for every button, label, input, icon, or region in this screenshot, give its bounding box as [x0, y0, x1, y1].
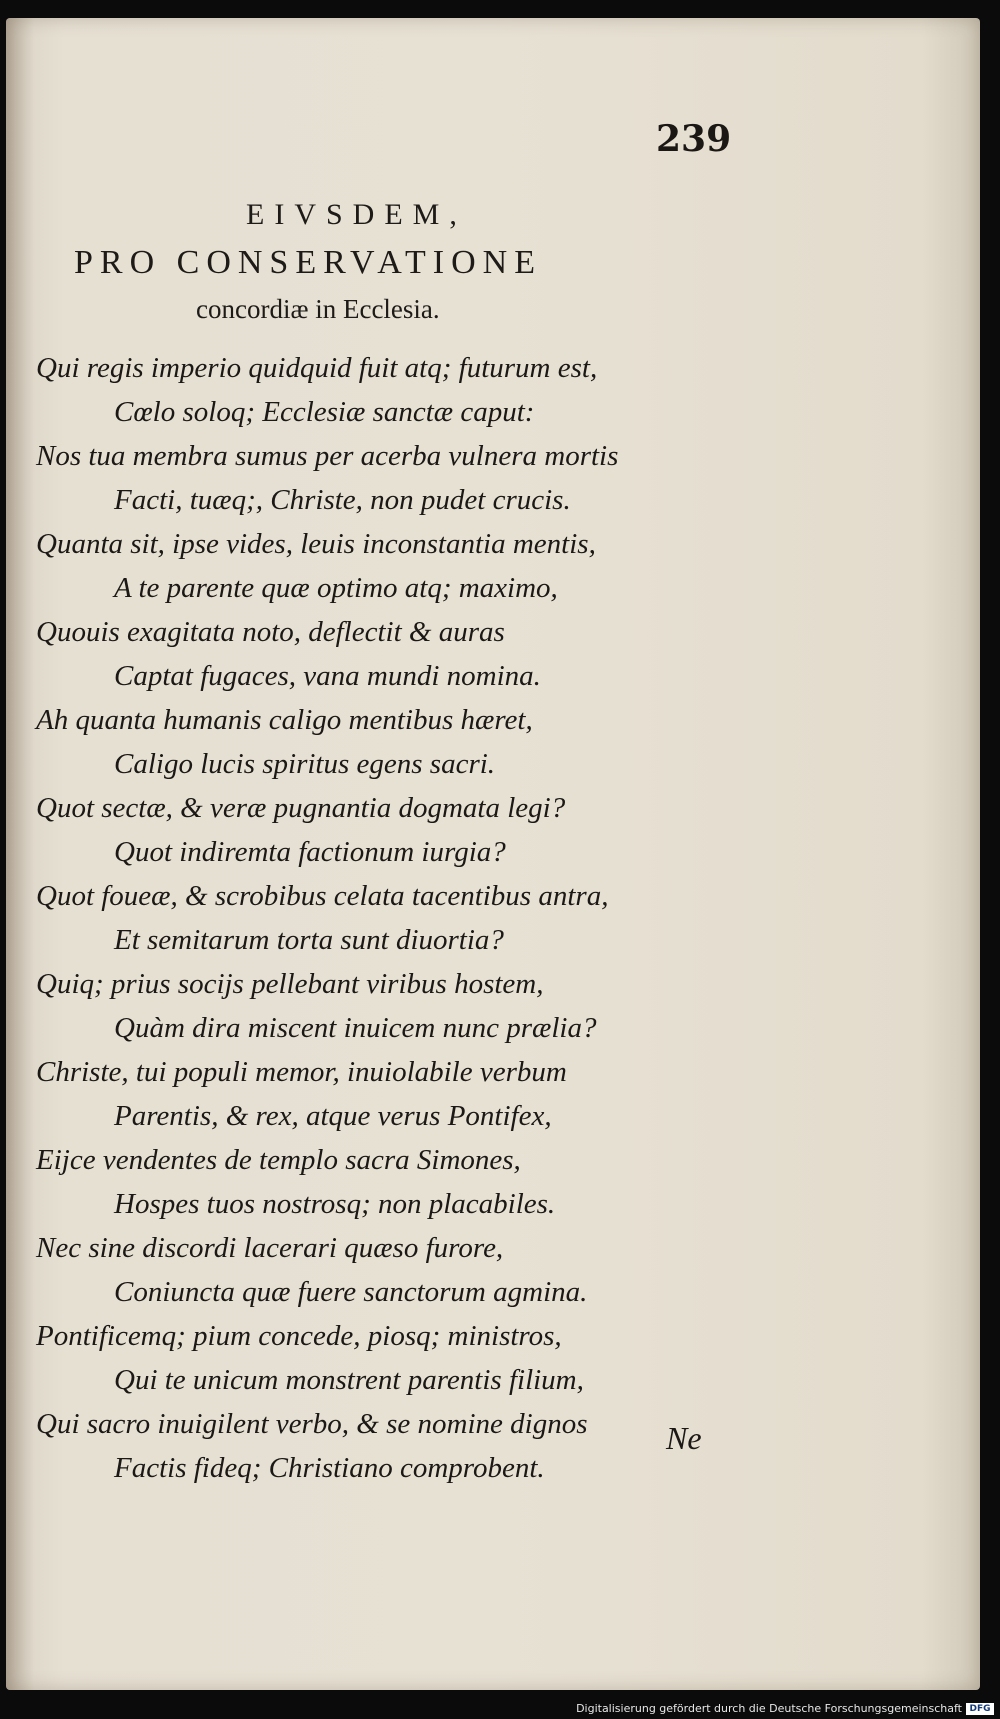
poem-line: Ah quanta humanis caligo mentibus hæret,	[36, 704, 533, 736]
poem-line: Captat fugaces, vana mundi nomina.	[114, 660, 541, 692]
poem-line: Eijce vendentes de templo sacra Simones,	[36, 1144, 521, 1176]
poem-line: Nec sine discordi lacerari quæso furore,	[36, 1232, 504, 1264]
poem-line: Parentis, & rex, atque verus Pontifex,	[114, 1100, 552, 1132]
poem-line: Quouis exagitata noto, deflectit & auras	[36, 616, 505, 648]
poem-line: Caligo lucis spiritus egens sacri.	[114, 748, 496, 780]
poem-line: Pontificemq; pium concede, piosq; ministros,	[36, 1320, 562, 1352]
poem-line: Quot foueæ, & scrobibus celata tacentibus antra,	[36, 880, 609, 912]
poem-line: Qui sacro inuigilent verbo, & se nomine dignos	[36, 1408, 588, 1440]
page-number: 239	[656, 118, 732, 160]
poem-line: Qui te unicum monstrent parentis filium,	[114, 1364, 584, 1396]
poem-line: Quot indiremta factionum iurgia?	[114, 836, 506, 868]
poem-line: Coniuncta quæ fuere sanctorum agmina.	[114, 1276, 588, 1308]
book-page	[6, 18, 980, 1690]
poem-line: Christe, tui populi memor, inuiolabile verbum	[36, 1056, 567, 1088]
poem-line: Quanta sit, ipse vides, leuis inconstantia mentis,	[36, 528, 596, 560]
heading-subtitle: concordiæ in Ecclesia.	[196, 294, 440, 324]
page-gutter-shadow	[6, 18, 34, 1690]
poem-line: A te parente quæ optimo atq; maximo,	[114, 572, 558, 604]
poem-line: Et semitarum torta sunt diuortia?	[114, 924, 504, 956]
heading-title: PRO CONSERVATIONE	[74, 244, 542, 281]
poem-line: Cœlo soloq; Ecclesiæ sanctæ caput:	[114, 396, 535, 428]
poem-line: Quot sectæ, & veræ pugnantia dogmata legi?	[36, 792, 566, 824]
heading-eiusdem: EIVSDEM,	[246, 198, 467, 231]
dfg-logo: DFG	[966, 1703, 994, 1715]
poem-line: Qui regis imperio quidquid fuit atq; futurum est,	[36, 352, 598, 384]
digitization-credit: Digitalisierung gefördert durch die Deutsche Forschungsgemeinschaft	[576, 1702, 962, 1715]
poem-line: Nos tua membra sumus per acerba vulnera mortis	[36, 440, 619, 472]
poem-line: Quàm dira miscent inuicem nunc prælia?	[114, 1012, 597, 1044]
poem-body	[36, 346, 736, 1490]
poem-line: Quiq; prius socijs pellebant viribus hostem,	[36, 968, 544, 1000]
catchword: Ne	[666, 1420, 702, 1456]
poem-line: Hospes tuos nostrosq; non placabiles.	[114, 1188, 556, 1220]
poem-line: Facti, tuæq;, Christe, non pudet crucis.	[114, 484, 571, 516]
poem-line: Factis fideq; Christiano comprobent.	[114, 1452, 545, 1484]
